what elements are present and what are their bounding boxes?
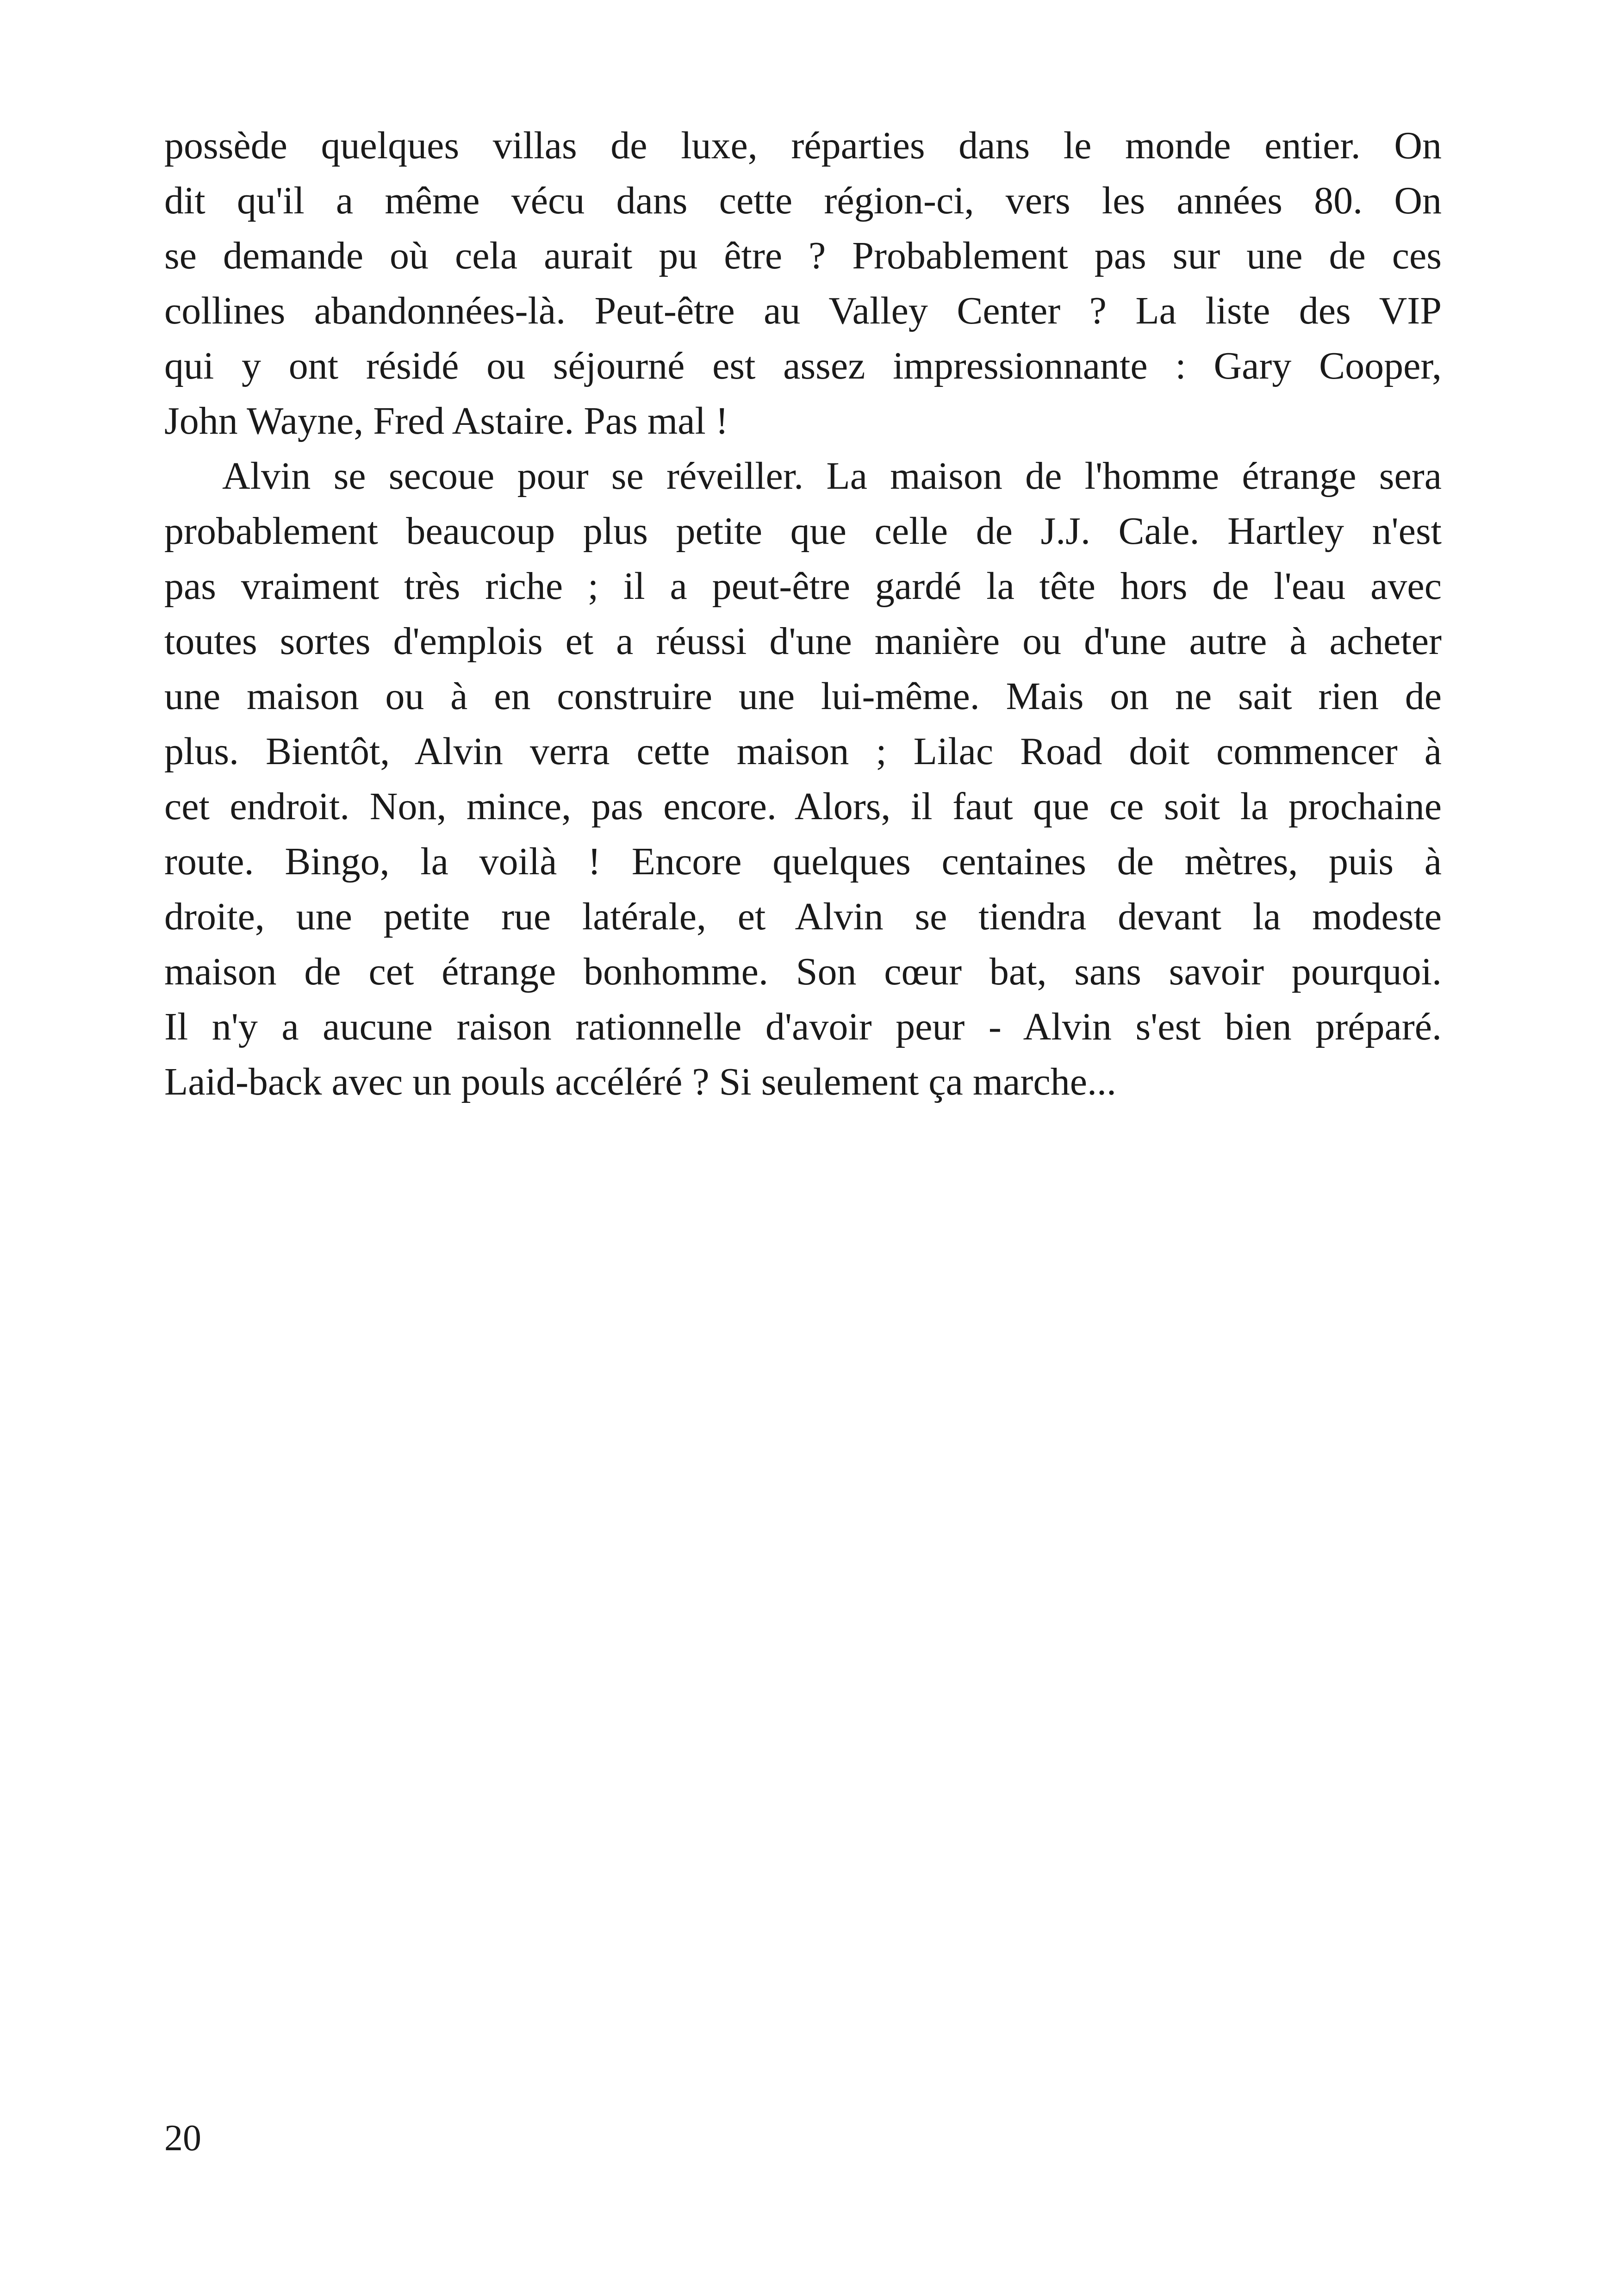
text-line: une maison ou à en construire une lui-même. Mais on ne sait rien de <box>164 675 1442 718</box>
text-line: se demande où cela aurait pu être ? Probablement pas sur une de ces <box>164 234 1442 277</box>
paragraph-2 <box>164 448 1442 1109</box>
text-line: dit qu'il a même vécu dans cette région-ci, vers les années 80. On <box>164 179 1442 222</box>
paragraph-1 <box>164 118 1442 448</box>
text-line: qui y ont résidé ou séjourné est assez impressionnante : Gary Cooper, <box>164 344 1442 387</box>
text-line: droite, une petite rue latérale, et Alvin se tiendra devant la modeste <box>164 895 1442 938</box>
text-line: probablement beaucoup plus petite que celle de J.J. Cale. Hartley n'est <box>164 510 1442 553</box>
text-line: John Wayne, Fred Astaire. Pas mal ! <box>164 399 728 442</box>
text-line: collines abandonnées-là. Peut-être au Valley Center ? La liste des VIP <box>164 289 1442 332</box>
body-text <box>164 118 1442 1109</box>
text-line: maison de cet étrange bonhomme. Son cœur bat, sans savoir pourquoi. <box>164 950 1442 993</box>
text-line: pas vraiment très riche ; il a peut-être gardé la tête hors de l'eau avec <box>164 565 1442 608</box>
text-line: plus. Bientôt, Alvin verra cette maison ; Lilac Road doit commencer à <box>164 730 1442 773</box>
text-line: Laid-back avec un pouls accéléré ? Si seulement ça marche... <box>164 1060 1116 1103</box>
text-line: possède quelques villas de luxe, réparties dans le monde entier. On <box>164 124 1442 167</box>
text-line: toutes sortes d'emplois et a réussi d'une manière ou d'une autre à acheter <box>164 620 1442 663</box>
text-line: cet endroit. Non, mince, pas encore. Alors, il faut que ce soit la prochaine <box>164 785 1442 828</box>
page-number: 20 <box>164 2118 201 2159</box>
text-line: Il n'y a aucune raison rationnelle d'avoir peur - Alvin s'est bien préparé. <box>164 1005 1442 1048</box>
text-line: Alvin se secoue pour se réveiller. La maison de l'homme étrange sera <box>222 454 1442 498</box>
text-line: route. Bingo, la voilà ! Encore quelques centaines de mètres, puis à <box>164 840 1442 883</box>
